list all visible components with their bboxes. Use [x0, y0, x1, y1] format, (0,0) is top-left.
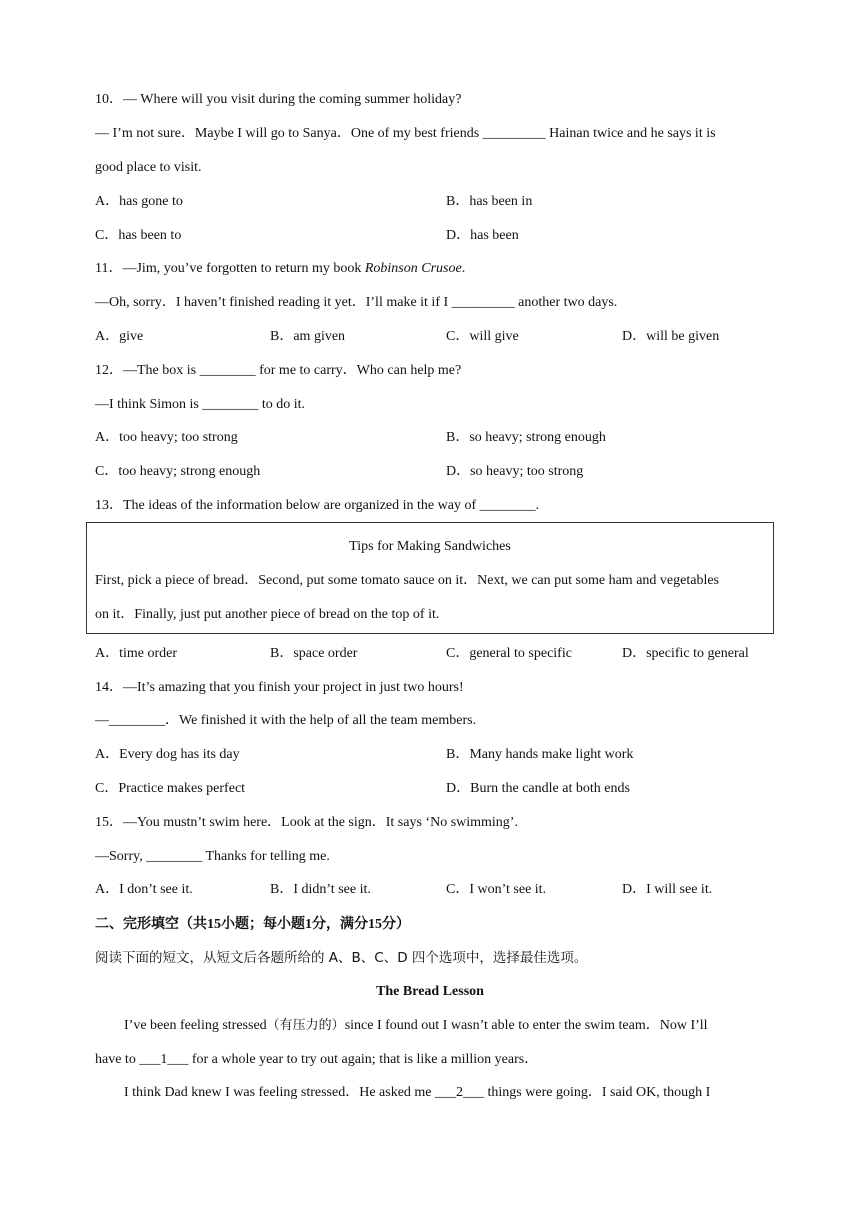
passage-p2-line1: I think Dad knew I was feeling stressed．He asked me ___2___ things were going．I said OK, though I	[124, 1085, 711, 1100]
passage-p1-line2: have to ___1___ for a whole year to try out again; that is like a million years．	[95, 1052, 539, 1067]
q14-option-c: C．Practice makes perfect	[95, 781, 246, 796]
q13-box-line1: First, pick a piece of bread．Second, put some tomato sauce on it．Next, we can put some ham and vegetables	[95, 573, 719, 588]
q13-stem: 13．The ideas of the information below are organized in the way of ________.	[95, 498, 540, 513]
q12-option-a: A．too heavy; too strong	[95, 430, 238, 445]
passage-title: The Bread Lesson	[376, 984, 484, 999]
q13-option-b: B．space order	[270, 646, 358, 661]
q15-option-a: A．I don’t see it.	[95, 882, 193, 897]
q11-book-title: Robinson Crusoe	[364, 261, 462, 276]
section2-heading-mid2: 分，满分	[312, 916, 368, 932]
section2-heading-n2: 1	[305, 917, 312, 932]
section2-instruction: 阅读下面的短文，从短文后各题所给的 A、B、C、D 四个选项中，选择最佳选项。	[95, 950, 588, 966]
q12-stem-line1: 12．—The box is ________ for me to carry．Who can help me?	[95, 363, 462, 378]
q11-option-d: D．will be given	[622, 329, 720, 344]
q13-option-d: D．specific to general	[622, 646, 749, 661]
q12-stem-line2: —I think Simon is ________ to do it.	[95, 397, 306, 412]
q12-option-d: D．so heavy; too strong	[446, 464, 584, 479]
passage-p1-text-post: since I found out I wasn’t able to enter the swim team．Now I’ll	[344, 1018, 708, 1033]
q10-stem-line2: — I’m not sure．Maybe I will go to Sanya．One of my best friends _________ Hainan twice and he says it is	[95, 126, 716, 141]
q11-stem-text: 11．—Jim, you’ve forgotten to return my book	[95, 261, 365, 276]
section2-heading-pre: 二、完形填空（共	[95, 916, 207, 932]
q10-option-c: C．has been to	[95, 228, 182, 243]
q10-stem-line3: good place to visit.	[95, 160, 202, 175]
q15-option-c: C．I won’t see it.	[446, 882, 547, 897]
section2-heading-n3: 15	[368, 917, 382, 932]
q10-stem-line1: 10．— Where will you visit during the coming summer holiday?	[95, 92, 462, 107]
q13-option-c: C．general to specific	[446, 646, 572, 661]
q15-stem-line1: 15．—You mustn’t swim here．Look at the sign．It says ‘No swimming’.	[95, 815, 518, 830]
q13-info-box	[86, 522, 774, 634]
q11-option-a: A．give	[95, 329, 144, 344]
q10-option-a: A．has gone to	[95, 194, 183, 209]
q13-box-line2: on it．Finally, just put another piece of bread on the top of it.	[95, 607, 440, 622]
q14-stem-line1: 14．—It’s amazing that you finish your project in just two hours!	[95, 680, 464, 695]
q14-option-d: D．Burn the candle at both ends	[446, 781, 630, 796]
q10-option-b: B．has been in	[446, 194, 533, 209]
q15-option-b: B．I didn’t see it.	[270, 882, 371, 897]
q11-stem-line1	[95, 259, 465, 279]
q11-option-b: B．am given	[270, 329, 346, 344]
q11-stem-line2: —Oh, sorry．I haven’t finished reading it yet．I’ll make it if I _________ another two days.	[95, 295, 618, 310]
section2-heading-post: 分）	[382, 916, 410, 932]
passage-p1-line1	[124, 1016, 708, 1036]
passage-p1-gloss: （有压力的）	[266, 1018, 345, 1033]
q11-option-c: C．will give	[446, 329, 519, 344]
q10-option-d: D．has been	[446, 228, 519, 243]
q13-option-a: A．time order	[95, 646, 178, 661]
q14-option-b: B．Many hands make light work	[446, 747, 634, 762]
q13-box-title: Tips for Making Sandwiches	[349, 539, 511, 554]
q14-stem-line2: —________．We finished it with the help of all the team members.	[95, 713, 477, 728]
q12-option-c: C．too heavy; strong enough	[95, 464, 261, 479]
q11-stem-end: .	[461, 261, 466, 276]
section2-heading-mid1: 小题；每小题	[221, 916, 305, 932]
q15-option-d: D．I will see it.	[622, 882, 713, 897]
passage-p1-text-pre: I’ve been feeling stressed	[124, 1018, 267, 1033]
q14-option-a: A．Every dog has its day	[95, 747, 240, 762]
section2-heading-n1: 15	[207, 917, 221, 932]
q12-option-b: B．so heavy; strong enough	[446, 430, 606, 445]
section2-heading	[95, 914, 410, 935]
q15-stem-line2: —Sorry, ________ Thanks for telling me.	[95, 849, 330, 864]
